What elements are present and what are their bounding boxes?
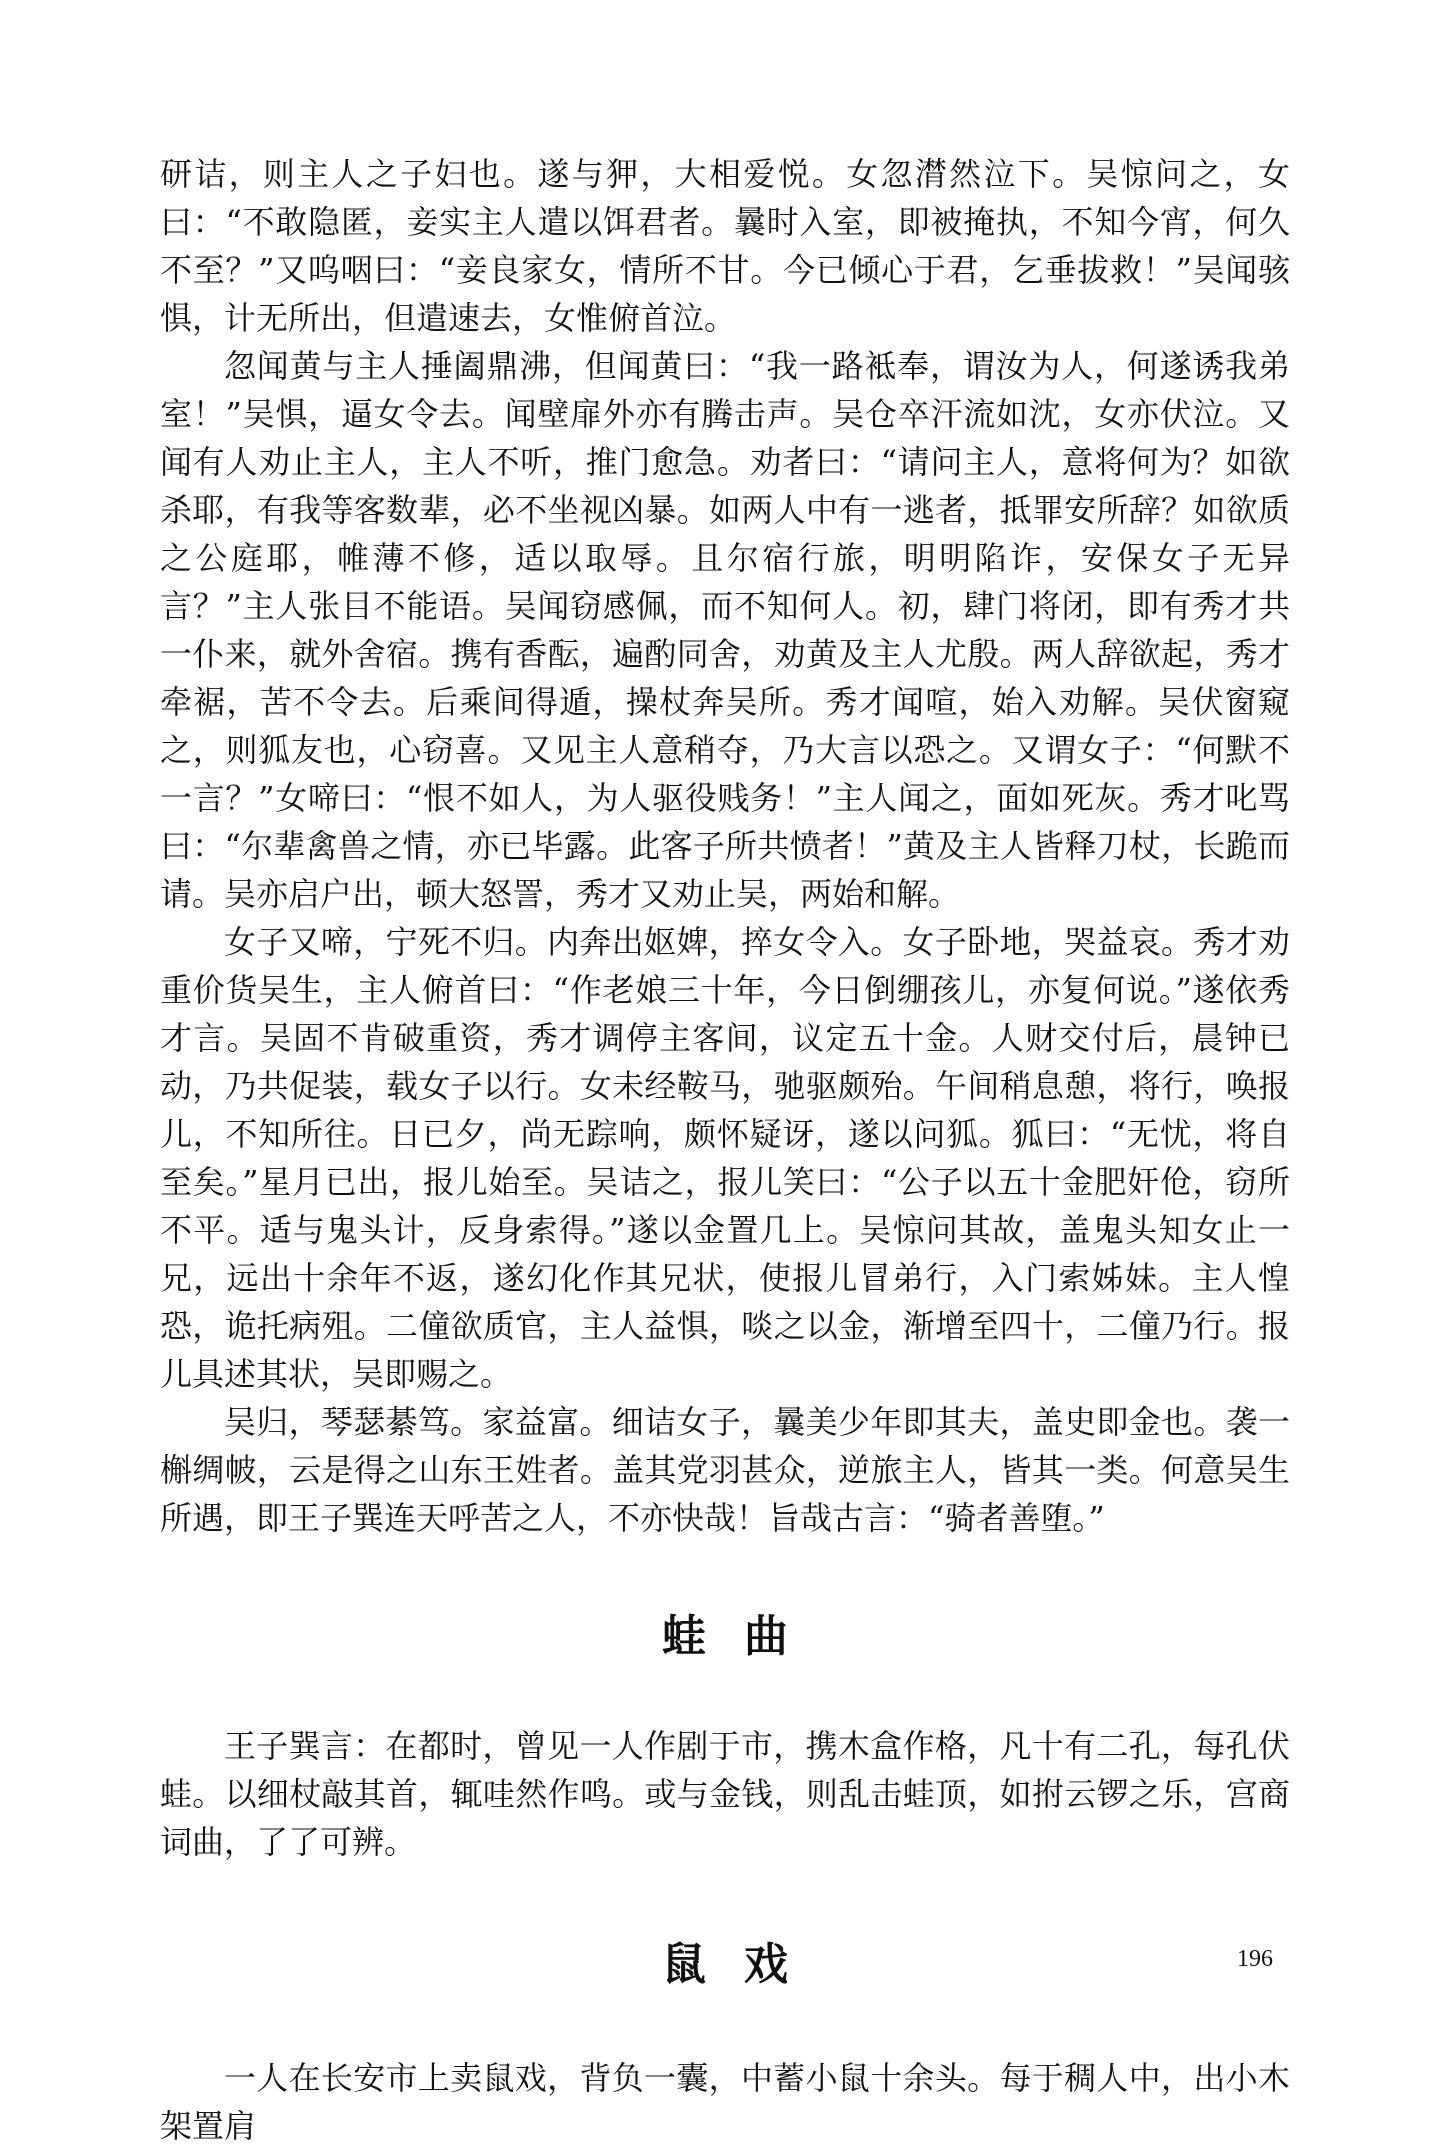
frog-song-paragraph-1: 王子巽言：在都时，曾见一人作剧于市，携木盒作格，凡十有二孔，每孔伏蛙。以细杖敲其首，辄哇然作鸣。或与金钱，则乱击蛙顶，如拊云锣之乐，宫商词曲，了了可辨。 <box>160 1727 1290 1861</box>
page-content <box>160 150 1290 2150</box>
section-title-frog-song: 蛙曲 <box>662 1611 826 1662</box>
page-number: 196 <box>1237 1946 1273 1972</box>
story-paragraph-3: 女子又啼，宁死不归。内奔出妪婢，捽女令入。女子卧地，哭益哀。秀才劝重价货吴生，主人俯首曰：“作老娘三十年，今日倒绷孩儿，亦复何说。”遂依秀才言。吴固不肯破重资，秀才调停主客间，议定五十金。人财交付后，晨钟已动，乃共促装，载女子以行。女未经鞍马，驰驱颇殆。午间稍息憩，将行，唤报儿，不知所往。日已夕，尚无踪响，颇怀疑讶，遂以问狐。狐曰：“无忧，将自至矣。”星月已出，报儿始至。吴诘之，报儿笑曰：“公子以五十金肥奸伧，窃所不平。适与鬼头计，反身索得。”遂以金置几上。吴惊问其故，盖鬼头知女止一兄，远出十余年不返，遂幻化作其兄状，使报儿冒弟行，入门索姊妹。主人惶恐，诡托病殂。二僮欲质官，主人益惧，啖之以金，渐增至四十，二僮乃行。报儿具述其状，吴即赐之。 <box>160 923 1290 1393</box>
section-title-mouse-show: 鼠戏 <box>662 1939 826 1990</box>
story-paragraph-1: 研诘，则主人之子妇也。遂与狎，大相爱悦。女忽潸然泣下。吴惊问之，女曰：“不敢隐匿，妾实主人遣以饵君者。曩时入室，即被掩执，不知今宵，何久不至？”又呜咽曰：“妾良家女，情所不甘。今已倾心于君，乞垂拔救！”吴闻骇惧，计无所出，但遣速去，女惟俯首泣。 <box>160 155 1290 337</box>
mouse-show-paragraph-1: 一人在长安市上卖鼠戏，背负一囊，中蓄小鼠十余头。每于稠人中，出小木架置肩 <box>160 2059 1290 2145</box>
story-paragraph-4: 吴归，琴瑟綦笃。家益富。细诘女子，曩美少年即其夫，盖史即金也。袭一槲绸帔，云是得之山东王姓者。盖其党羽甚众，逆旅主人，皆其一类。何意吴生所遇，即王子巽连天呼苦之人，不亦快哉！旨哉古言：“骑者善堕。” <box>160 1403 1290 1537</box>
story-paragraph-2: 忽闻黄与主人捶阖鼎沸，但闻黄曰：“我一路袛奉，谓汝为人，何遂诱我弟室！”吴惧，逼女令去。闻壁扉外亦有腾击声。吴仓卒汗流如沈，女亦伏泣。又闻有人劝止主人，主人不听，推门愈急。劝者曰：“请问主人，意将何为？如欲杀耶，有我等客数辈，必不坐视凶暴。如两人中有一逃者，抵罪安所辞？如欲质之公庭耶，帷薄不修，适以取辱。且尔宿行旅，明明陷诈，安保女子无异言？”主人张目不能语。吴闻窃感佩，而不知何人。初，肆门将闭，即有秀才共一仆来，就外舍宿。携有香酝，遍酌同舍，劝黄及主人尤殷。两人辞欲起，秀才牵裾，苦不令去。后乘间得遁，操杖奔吴所。秀才闻喧，始入劝解。吴伏窗窥之，则狐友也，心窃喜。又见主人意稍夺，乃大言以恐之。又谓女子：“何默不一言？”女啼曰：“恨不如人，为人驱役贱务！”主人闻之，面如死灰。秀才叱骂曰：“尔辈禽兽之情，亦已毕露。此客子所共愤者！”黄及主人皆释刀杖，长跪而请。吴亦启户出，顿大怒詈，秀才又劝止吴，两始和解。 <box>160 347 1290 913</box>
